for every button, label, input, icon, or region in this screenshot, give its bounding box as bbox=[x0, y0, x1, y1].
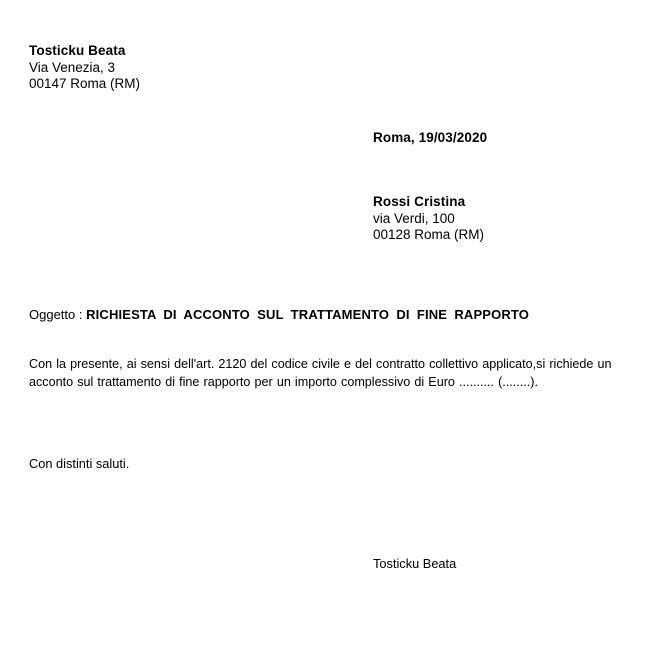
sender-address-block bbox=[29, 43, 140, 93]
subject-line bbox=[29, 307, 529, 322]
subject-value: RICHIESTA DI ACCONTO SUL TRATTAMENTO DI FINE RAPPORTO bbox=[86, 307, 530, 322]
closing-salutation: Con distinti saluti. bbox=[29, 456, 130, 471]
sender-name: Tosticku Beata bbox=[29, 43, 126, 58]
date-line: Roma, 19/03/2020 bbox=[373, 130, 488, 145]
recipient-city-line: 00128 Roma (RM) bbox=[373, 227, 485, 242]
signature-name: Tosticku Beata bbox=[373, 556, 457, 571]
subject-label: Oggetto : bbox=[29, 307, 83, 322]
recipient-street-address: via Verdi, 100 bbox=[373, 210, 455, 226]
recipient-name: Rossi Cristina bbox=[373, 194, 466, 209]
recipient-address-block bbox=[373, 194, 484, 244]
letter-body: Con la presente, ai sensi dell'art. 2120 del codice civile e del contratto collettivo applicato,si richiede un acconto sul trattamento di fine rapporto per un importo complessivo di Euro .......... (........). bbox=[29, 357, 612, 389]
sender-street-address: Via Venezia, 3 bbox=[29, 59, 116, 75]
sender-city-line: 00147 Roma (RM) bbox=[29, 76, 141, 91]
